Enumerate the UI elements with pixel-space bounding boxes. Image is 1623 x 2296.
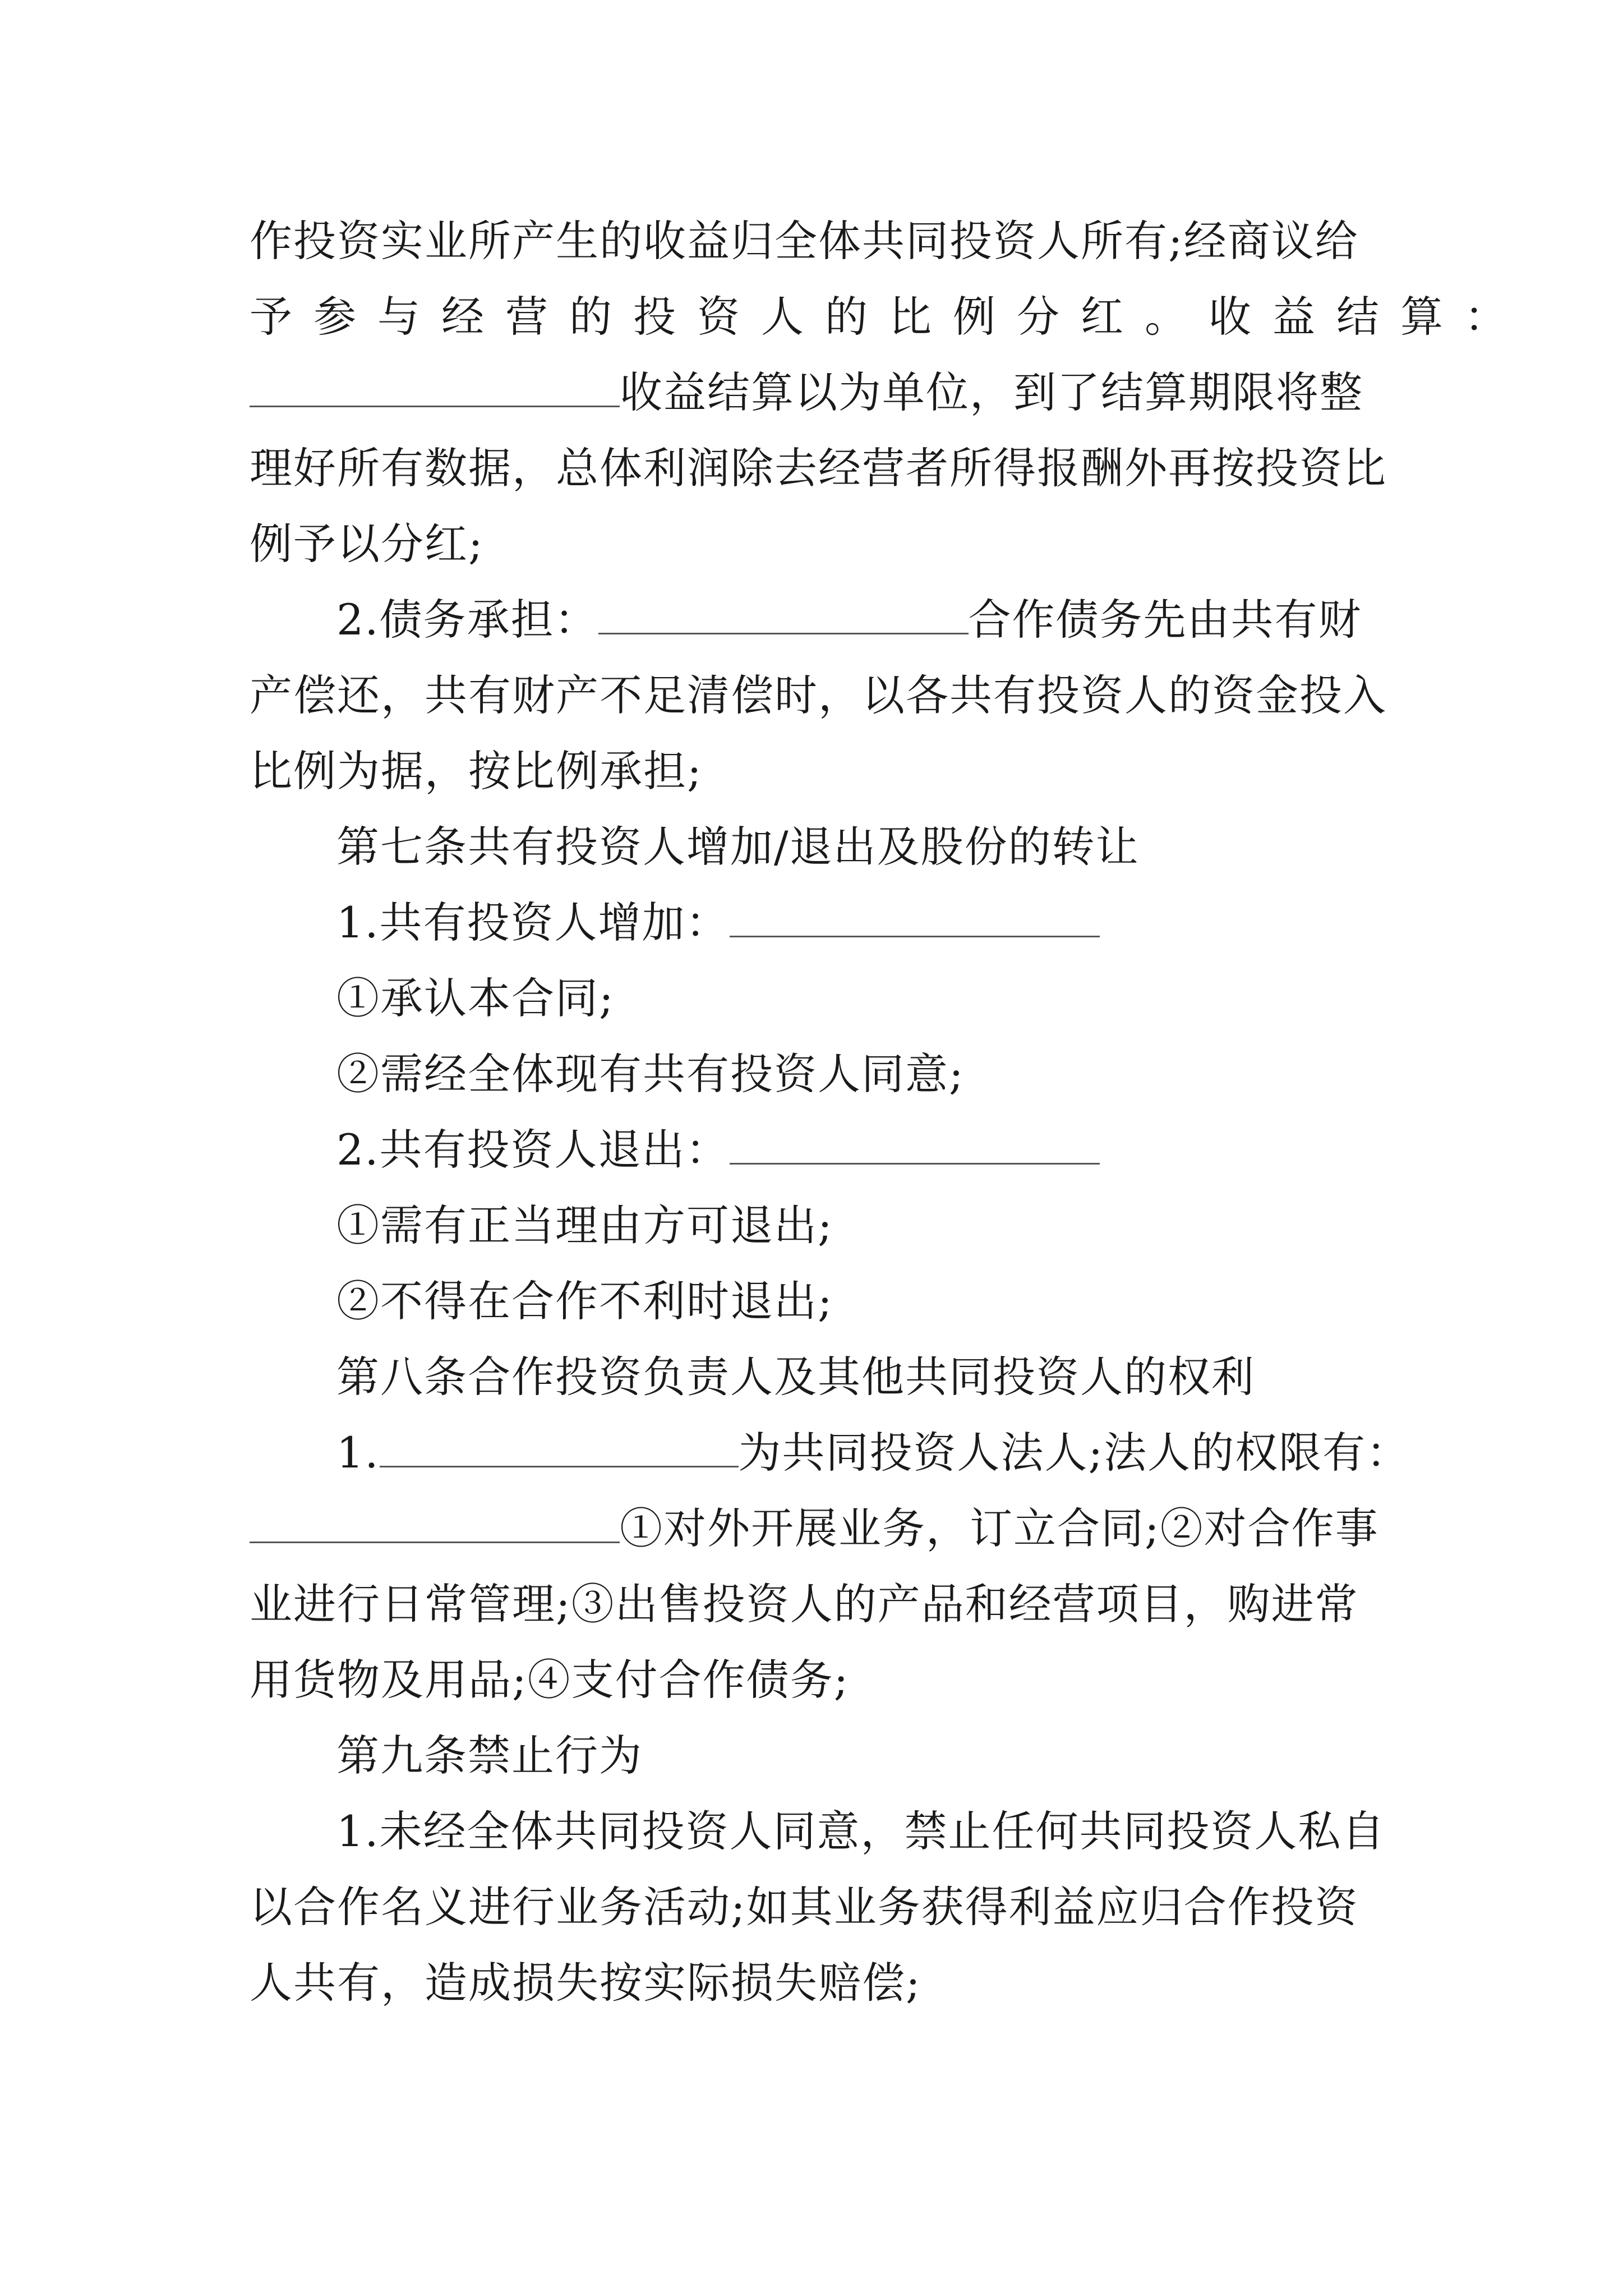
line-text: 人共有，造成损失按实际损失赔偿; xyxy=(250,1958,921,2008)
line-text: 1.共有投资人增加： xyxy=(336,898,730,947)
paragraph-line xyxy=(250,286,1528,348)
paragraph-line xyxy=(250,665,1394,726)
fill-in-blank xyxy=(250,1502,620,1543)
paragraph-line xyxy=(250,1876,1394,1938)
line-text: 1.未经全体共同投资人同意，禁止任何共同投资人私自 xyxy=(336,1806,1386,1856)
line-text: ②不得在合作不利时退出; xyxy=(336,1276,833,1326)
line-text: 2.债务承担： xyxy=(336,595,598,645)
line-text: ①需有正当理由方可退出; xyxy=(336,1200,833,1250)
paragraph-line xyxy=(336,1271,1481,1332)
paragraph-line xyxy=(250,210,1394,272)
article-heading xyxy=(336,1725,1481,1787)
fill-in-blank xyxy=(250,366,620,407)
line-text: 以合作名义进行业务活动;如其业务获得利益应归合作投资 xyxy=(250,1882,1359,1932)
line-text: 2.共有投资人退出： xyxy=(336,1125,730,1175)
paragraph-line xyxy=(336,1043,1481,1105)
fill-in-blank xyxy=(730,896,1100,937)
line-text: ①对外开展业务，订立合同;②对合作事 xyxy=(620,1503,1379,1553)
fill-in-blank xyxy=(380,1427,739,1467)
paragraph-line xyxy=(336,589,1481,651)
line-text: 第九条禁止行为 xyxy=(336,1731,643,1780)
line-text: 第八条合作投资负责人及其他共同投资人的权利 xyxy=(336,1352,1255,1402)
paragraph-line xyxy=(250,1649,1394,1711)
paragraph-line xyxy=(336,1195,1481,1257)
paragraph-line xyxy=(250,740,1394,802)
line-text: 为共同投资人法人;法人的权限有： xyxy=(738,1428,1410,1478)
line-text: 产偿还，共有财产不足清偿时，以各共有投资人的资金投入 xyxy=(250,670,1387,720)
line-text: 例予以分红; xyxy=(250,519,484,569)
paragraph-line xyxy=(336,1119,1481,1181)
line-text: 合作债务先由共有财 xyxy=(968,595,1362,645)
fill-in-blank xyxy=(730,1124,1100,1165)
line-text: ②需经全体现有共有投资人同意; xyxy=(336,1049,965,1099)
line-text: 1. xyxy=(336,1428,380,1478)
line-text: 收益结算以为单位，到了结算期限将整 xyxy=(620,367,1363,417)
paragraph-line xyxy=(250,1498,1394,1559)
paragraph-line xyxy=(250,438,1394,499)
paragraph-line xyxy=(250,1573,1394,1635)
line-text: 予参与经营的投资人的比例分红。收益结算： xyxy=(250,292,1528,342)
article-heading xyxy=(336,1346,1481,1408)
line-text: 第七条共有投资人增加/退出及股份的转让 xyxy=(336,822,1140,872)
paragraph-line xyxy=(250,513,1394,575)
paragraph-line xyxy=(250,362,1394,424)
paragraph-line xyxy=(336,968,1481,1029)
line-text: 用货物及用品;④支付合作债务; xyxy=(250,1655,850,1705)
line-text: 业进行日常管理;③出售投资人的产品和经营项目，购进常 xyxy=(250,1579,1359,1629)
paragraph-line xyxy=(250,1952,1394,2014)
line-text: 作投资实业所产生的收益归全体共同投资人所有;经商议给 xyxy=(250,216,1359,266)
line-text: 比例为据，按比例承担; xyxy=(250,746,703,796)
article-heading xyxy=(336,816,1481,878)
paragraph-line xyxy=(336,1801,1481,1862)
line-text: 理好所有数据，总体利润除去经营者所得报酬外再按投资比 xyxy=(250,443,1387,493)
paragraph-line xyxy=(336,892,1481,954)
line-text: ①承认本合同; xyxy=(336,973,615,1023)
fill-in-blank xyxy=(598,593,969,634)
paragraph-line xyxy=(336,1422,1481,1484)
